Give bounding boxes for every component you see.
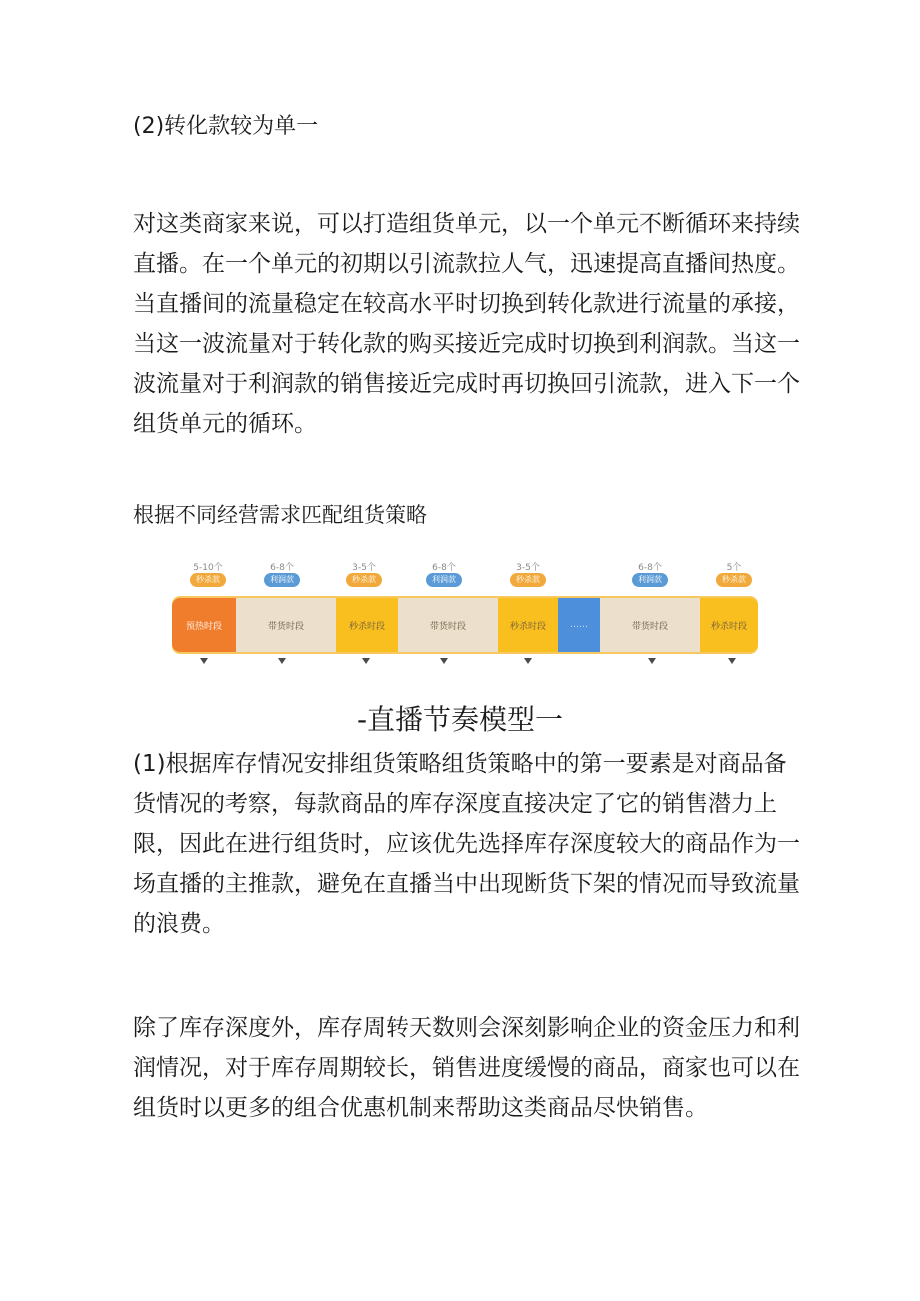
section-heading: (2)转化款较为单一	[133, 114, 319, 139]
product-tag: 利润款	[426, 573, 462, 587]
count-label: 3-5个	[516, 563, 540, 573]
count-label: 6-8个	[270, 563, 294, 573]
paragraph-inventory: (1)根据库存情况安排组货策略组货策略中的第一要素是对商品备货情况的考察，每款商品的库存深度直接决定了它的销售潜力上限，因此在进行组货时，应该优先选择库存深度较大的商品作为一场直播的主推款，避免在直播当中出现断货下架的情况而导致流量的浪费。	[133, 751, 800, 937]
live-rhythm-diagram	[168, 558, 758, 670]
segment-flash-sale: 秒杀时段	[498, 598, 558, 652]
diagram-caption: 根据不同经营需求匹配组货策略	[133, 503, 427, 527]
down-arrow-icon	[648, 658, 656, 664]
down-arrow-icon	[440, 658, 448, 664]
segment-flash-sale: 秒杀时段	[336, 598, 398, 652]
product-tag: 秒杀款	[346, 573, 382, 587]
count-label: 3-5个	[352, 563, 376, 573]
count-label: 5-10个	[193, 563, 223, 573]
product-tag: 利润款	[264, 573, 300, 587]
segment-flash-sale: 秒杀时段	[700, 598, 758, 652]
paragraph-unit-cycle: 对这类商家来说，可以打造组货单元，以一个单元不断循环来持续直播。在一个单元的初期以引流款拉人气，迅速提高直播间热度。当直播间的流量稳定在较高水平时切换到转化款进行流量的承接，当这一波流量对于转化款的购买接近完成时切换到利润款。当这一波流量对于利润款的销售接近完成时再切换回引流款，进入下一个组货单元的循环。	[133, 211, 800, 437]
model-subtitle: -直播节奏模型一	[356, 703, 564, 736]
segment-ellipsis: ……	[558, 598, 600, 652]
product-tag: 秒杀款	[716, 573, 752, 587]
product-tag: 利润款	[632, 573, 668, 587]
down-arrow-icon	[524, 658, 532, 664]
segment-selling: 带货时段	[398, 598, 498, 652]
down-arrow-icon	[728, 658, 736, 664]
product-tag: 秒杀款	[190, 573, 226, 587]
count-label: 5个	[726, 563, 742, 573]
segment-selling: 带货时段	[236, 598, 336, 652]
segment-warmup: 预热时段	[172, 598, 236, 652]
down-arrow-icon	[278, 658, 286, 664]
count-label: 6-8个	[638, 563, 662, 573]
count-label: 6-8个	[432, 563, 456, 573]
segment-selling: 带货时段	[600, 598, 700, 652]
down-arrow-icon	[362, 658, 370, 664]
paragraph-turnover: 除了库存深度外，库存周转天数则会深刻影响企业的资金压力和利润情况，对于库存周期较长，销售进度缓慢的商品，商家也可以在组货时以更多的组合优惠机制来帮助这类商品尽快销售。	[133, 1015, 800, 1121]
down-arrow-icon	[200, 658, 208, 664]
product-tag: 秒杀款	[510, 573, 546, 587]
